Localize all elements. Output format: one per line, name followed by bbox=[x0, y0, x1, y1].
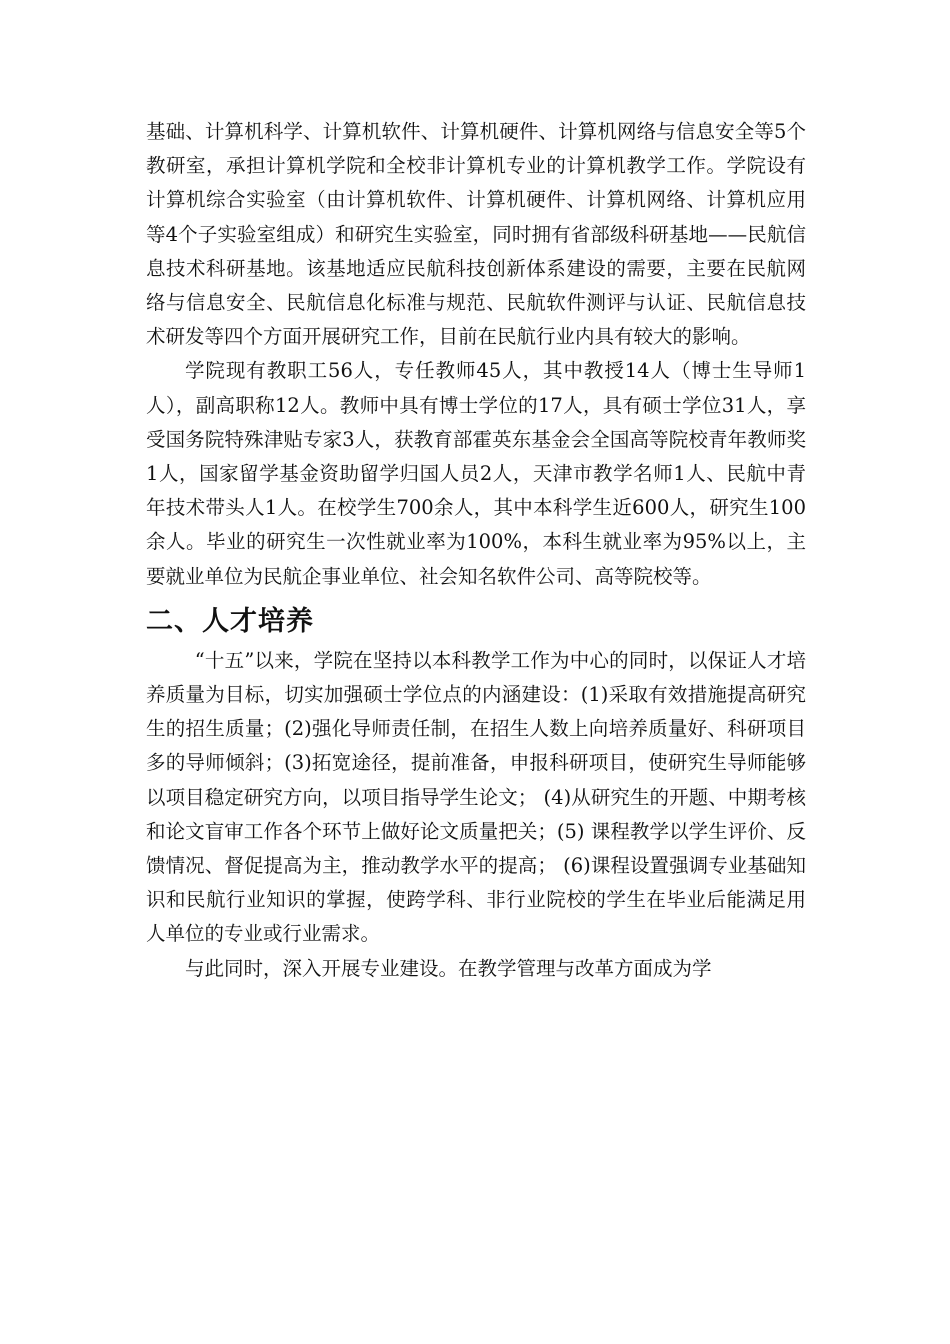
paragraph-graduate-quality-measures: “十五”以来，学院在坚持以本科教学工作为中心的同时，以保证人才培养质量为目标，切实加强硕士学位点的内涵建设：(1)采取有效措施提高研究生的招生质量；(2)强化导师责任制，在招生人数上向培养质量好、科研项目多的导师倾斜；(3)拓宽途径，提前准备，申报科研项目，使研究生导师能够以项目稳定研究方向，以项目指导学生论文； (4)从研究生的开题、中期考核和论文盲审工作各个环节上做好论文质量把关；(5) 课程教学以学生评价、反馈情况、督促提高为主，推动教学水平的提高； (6)课程设置强调专业基础知识和民航行业知识的掌握，使跨学科、非行业院校的学生在毕业后能满足用人单位的专业或行业需求。 bbox=[146, 648, 806, 946]
section-heading-talent-cultivation: 二、人才培养 bbox=[146, 605, 314, 637]
paragraph-specialty-construction: 与此同时，深入开展专业建设。在教学管理与改革方面成为学 bbox=[185, 956, 712, 980]
paragraph-faculty-statistics: 学院现有教职工56人，专任教师45人，其中教授14人（博士生导师1人），副高职称12人。教师中具有博士学位的17人，具有硕士学位31人，享受国务院特殊津贴专家3人，获教育部霍英东基金会全国高等院校青年教师奖1人，国家留学基金资助留学归国人员2人，天津市教学名师1人、民航中青年技术带头人1人。在校学生700余人，其中本科学生近600人，研究生100余人。毕业的研究生一次性就业率为100%，本科生就业率为95%以上，主要就业单位为民航企事业单位、社会知名软件公司、高等院校等。 bbox=[146, 359, 806, 588]
document-page bbox=[146, 115, 806, 986]
paragraph-college-structure: 基础、计算机科学、计算机软件、计算机硬件、计算机网络与信息安全等5个教研室，承担计算机学院和全校非计算机专业的计算机教学工作。学院设有计算机综合实验室（由计算机软件、计算机硬件、计算机网络、计算机应用等4个子实验室组成）和研究生实验室，同时拥有省部级科研基地——民航信息技术科研基地。该基地适应民航科技创新体系建设的需要，主要在民航网络与信息安全、民航信息化标准与规范、民航软件测评与认证、民航信息技术研发等四个方面开展研究工作，目前在民航行业内具有较大的影响。 bbox=[146, 120, 806, 349]
